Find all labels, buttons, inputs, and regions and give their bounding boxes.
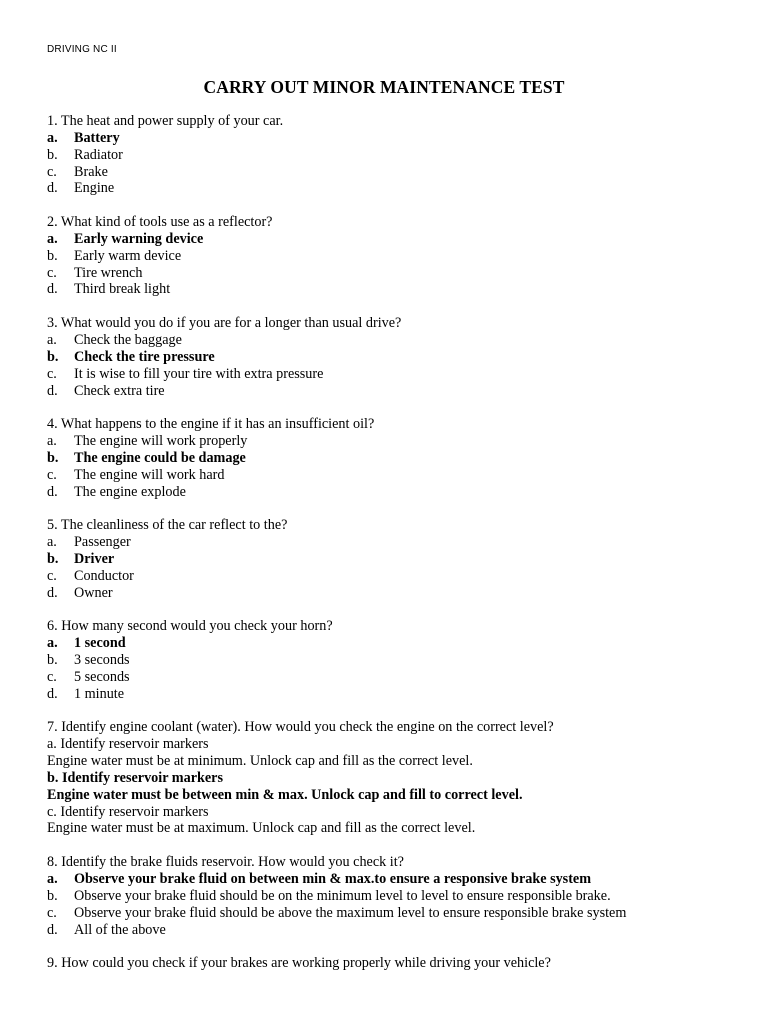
option-a-answer <box>47 130 747 147</box>
option-text: All of the above <box>74 921 166 938</box>
option-letter: b. <box>47 348 59 365</box>
option-text: It is wise to fill your tire with extra pressure <box>74 365 324 382</box>
option-letter: c. <box>47 904 57 921</box>
option-letter: c. <box>47 264 57 281</box>
option-letter: d. <box>47 685 58 702</box>
option-text: 1 second <box>74 635 126 652</box>
question-text: 6. How many second would you check your horn? <box>47 618 333 635</box>
option-a-answer <box>47 871 747 888</box>
option-c <box>47 905 747 922</box>
option-letter: b. <box>47 146 58 163</box>
option-text: Third break light <box>74 281 171 298</box>
option-b <box>47 248 747 265</box>
option-letter: b. <box>47 550 59 567</box>
question-text: 7. Identify engine coolant (water). How would you check the engine on the correct level? <box>47 719 554 736</box>
document-header-label: DRIVING NC II <box>47 44 117 55</box>
option-letter: d. <box>47 921 58 938</box>
option-a <box>47 534 747 551</box>
option-c-description: Engine water must be at maximum. Unlock cap and fill as the correct level. <box>47 820 476 837</box>
option-letter: a. <box>47 870 58 887</box>
option-d <box>47 281 747 298</box>
question-text: 3. What would you do if you are for a longer than usual drive? <box>47 315 402 332</box>
option-letter: d. <box>47 483 58 500</box>
option-b-description-answer: Engine water must be between min & max. Unlock cap and fill to correct level. <box>47 786 523 803</box>
option-text: Early warm device <box>74 247 182 264</box>
option-letter: c. <box>47 466 57 483</box>
option-c <box>47 467 747 484</box>
option-text: The engine will work properly <box>74 433 248 450</box>
option-letter: c. <box>47 365 57 382</box>
option-b-answer <box>47 349 747 366</box>
question-text: 8. Identify the brake fluids reservoir. How would you check it? <box>47 854 404 871</box>
option-letter: c. <box>47 163 57 180</box>
option-letter: b. <box>47 652 58 668</box>
option-d <box>47 585 747 602</box>
option-text: Conductor <box>74 567 134 584</box>
option-b-answer <box>47 450 747 467</box>
question-text: 4. What happens to the engine if it has an insufficient oil? <box>47 416 375 433</box>
option-d <box>47 383 747 400</box>
option-letter: b. <box>47 247 58 264</box>
test-body <box>47 113 747 989</box>
option-c <box>47 669 747 686</box>
question-7 <box>47 719 747 837</box>
question-text: 9. How could you check if your brakes are working properly while driving your vehicle? <box>47 955 551 972</box>
option-letter: d. <box>47 180 58 197</box>
option-letter: c. <box>47 567 57 584</box>
option-text: Radiator <box>74 146 123 163</box>
question-8 <box>47 854 747 938</box>
option-text: Observe your brake fluid on between min & max.to ensure a responsive brake system <box>74 870 592 887</box>
option-letter: a. <box>47 230 58 247</box>
option-a <box>47 332 747 349</box>
option-text: Owner <box>74 584 113 601</box>
option-text: Check the tire pressure <box>74 348 215 365</box>
option-text: Passenger <box>74 534 131 551</box>
option-letter: a. <box>47 635 58 652</box>
option-a-description: Engine water must be at minimum. Unlock cap and fill as the correct level. <box>47 753 473 770</box>
option-text: The engine explode <box>74 483 186 500</box>
option-c-label: c. Identify reservoir markers <box>47 803 209 820</box>
page-title: CARRY OUT MINOR MAINTENANCE TEST <box>203 77 565 97</box>
option-text: 1 minute <box>74 685 125 702</box>
option-letter: b. <box>47 887 58 904</box>
option-d <box>47 922 747 939</box>
option-a <box>47 433 747 450</box>
option-letter: a. <box>47 433 57 450</box>
option-text: The engine will work hard <box>74 466 225 483</box>
option-text: Tire wrench <box>74 264 143 281</box>
option-text: Observe your brake fluid should be on the minimum level to level to ensure responsible brake. <box>74 887 611 904</box>
option-c <box>47 366 747 383</box>
option-d <box>47 484 747 501</box>
option-text: Brake <box>74 163 108 180</box>
option-b <box>47 652 747 669</box>
option-text: Check the baggage <box>74 331 182 348</box>
option-a-answer <box>47 231 747 248</box>
option-text: Early warning device <box>74 230 204 247</box>
option-text: Engine <box>74 180 115 197</box>
option-d <box>47 180 747 197</box>
option-b-answer <box>47 551 747 568</box>
question-2 <box>47 214 747 298</box>
option-letter: a. <box>47 129 58 146</box>
option-letter: c. <box>47 668 57 685</box>
option-c <box>47 164 747 181</box>
option-text: The engine could be damage <box>74 449 246 466</box>
option-b <box>47 147 747 164</box>
option-text: Battery <box>74 129 120 146</box>
option-letter: a. <box>47 331 57 348</box>
option-c <box>47 265 747 282</box>
option-a-label: a. Identify reservoir markers <box>47 736 209 753</box>
option-b-label-answer: b. Identify reservoir markers <box>47 769 223 786</box>
option-text: Driver <box>74 550 115 567</box>
option-text: Check extra tire <box>74 382 165 399</box>
question-5 <box>47 517 747 601</box>
question-text: 2. What kind of tools use as a reflector? <box>47 214 273 231</box>
question-text: 1. The heat and power supply of your car. <box>47 113 284 129</box>
question-4 <box>47 416 747 500</box>
option-text: 3 seconds <box>74 652 130 668</box>
option-d <box>47 686 747 703</box>
option-letter: d. <box>47 382 58 399</box>
question-6 <box>47 618 747 702</box>
option-letter: d. <box>47 584 58 601</box>
question-1 <box>47 113 747 197</box>
option-letter: b. <box>47 449 59 466</box>
question-3 <box>47 315 747 399</box>
option-b <box>47 888 747 905</box>
question-9 <box>47 955 747 972</box>
option-a-answer <box>47 635 747 652</box>
option-text: Observe your brake fluid should be above the maximum level to ensure responsible brake system <box>74 904 627 921</box>
option-c <box>47 568 747 585</box>
question-text: 5. The cleanliness of the car reflect to the? <box>47 517 288 534</box>
option-letter: a. <box>47 534 57 551</box>
option-letter: d. <box>47 281 58 298</box>
option-text: 5 seconds <box>74 668 130 685</box>
